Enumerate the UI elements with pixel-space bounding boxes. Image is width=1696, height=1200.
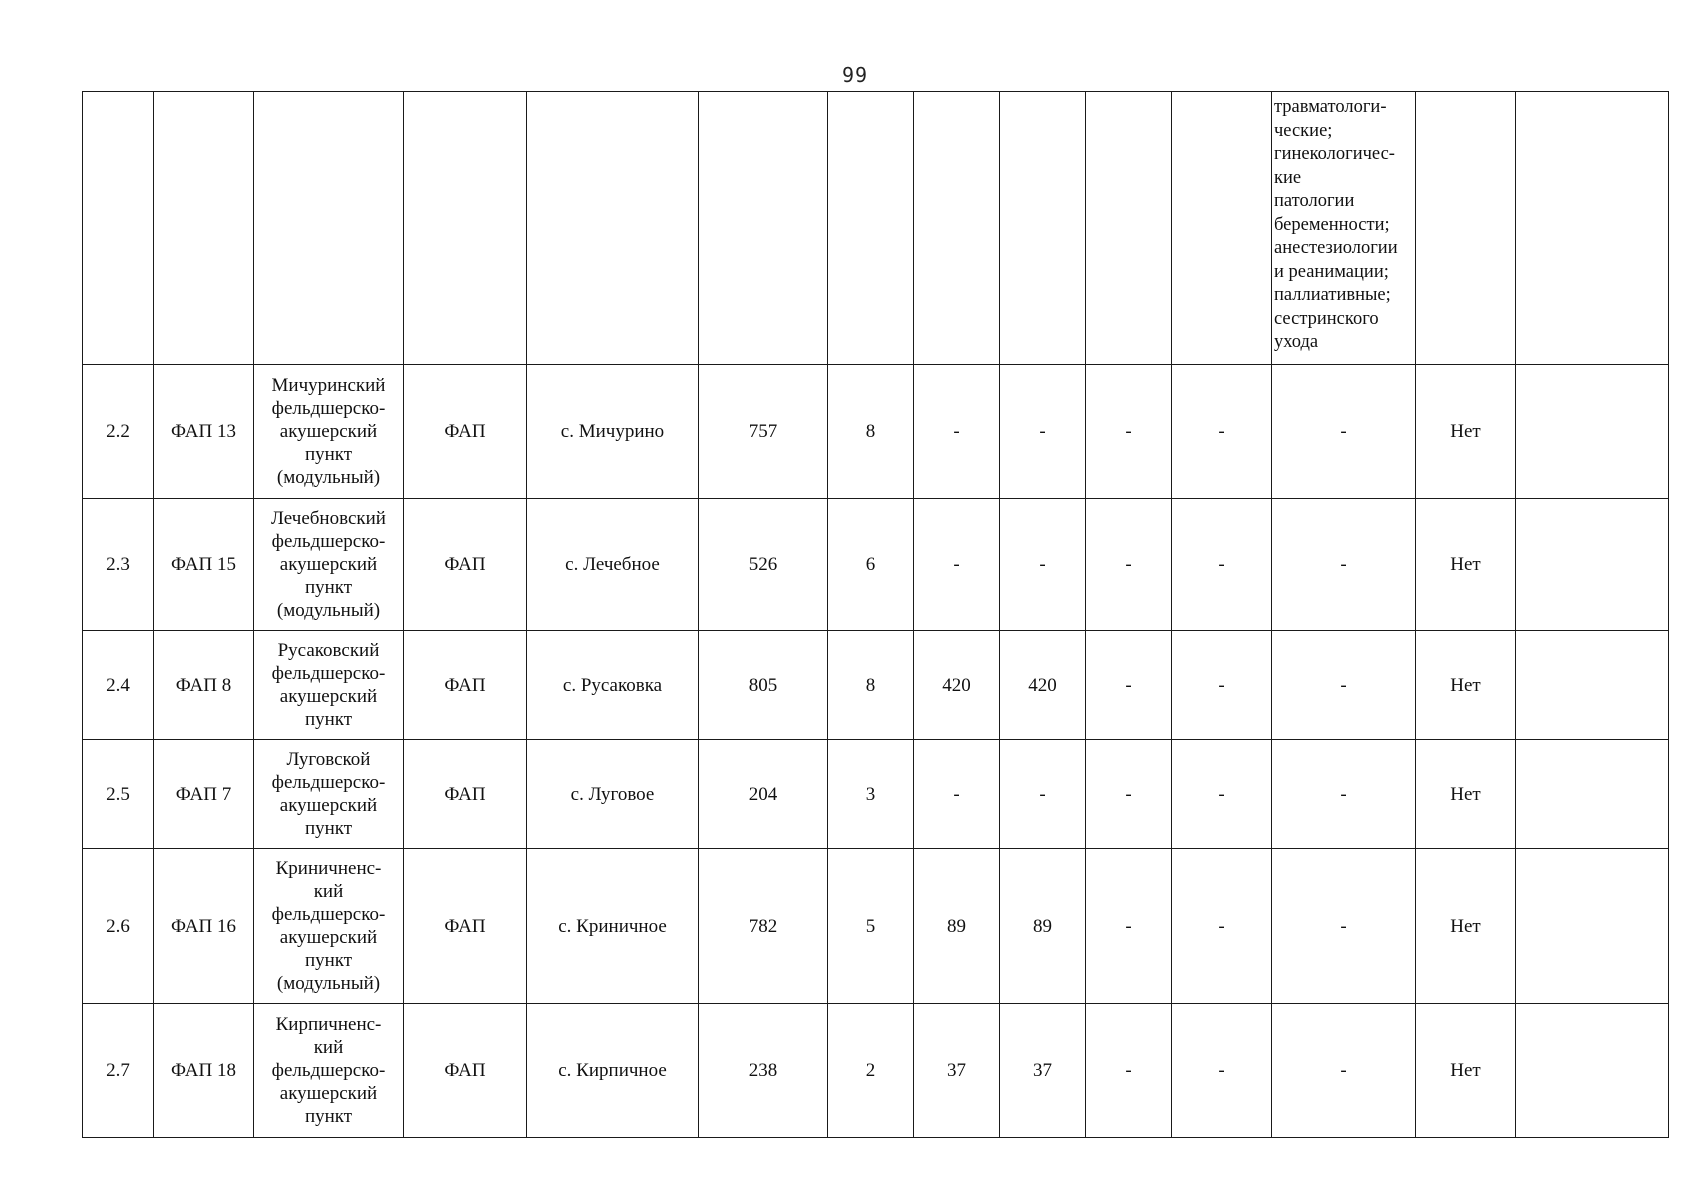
table-cell: - bbox=[1172, 740, 1272, 849]
facility-name-line: акушерский bbox=[279, 554, 378, 575]
table-cell: - bbox=[1272, 365, 1416, 499]
facility-name-line: Криничненс- bbox=[275, 858, 382, 879]
care-profile-cell bbox=[1272, 92, 1416, 365]
row-number: 2.6 bbox=[83, 849, 154, 1004]
table-cell bbox=[254, 92, 404, 365]
facility-location: с. Кирпичное bbox=[527, 1004, 699, 1138]
facility-location: с. Криничное bbox=[527, 849, 699, 1004]
facility-name-line: акушерский bbox=[279, 927, 378, 948]
continuation-row bbox=[83, 92, 1669, 365]
table-cell: - bbox=[1272, 631, 1416, 740]
table-cell: 3 bbox=[828, 740, 914, 849]
table-cell bbox=[83, 92, 154, 365]
facility-name-line: пункт bbox=[304, 818, 353, 839]
care-profile-line: и реанимации; bbox=[1274, 261, 1389, 282]
facility-name-line: фельдшерско- bbox=[271, 398, 386, 419]
table-cell: 8 bbox=[828, 365, 914, 499]
table-cell: - bbox=[1000, 740, 1086, 849]
facility-type: ФАП bbox=[404, 740, 527, 849]
facility-name-line: пункт bbox=[304, 950, 353, 971]
facility-code: ФАП 13 bbox=[154, 365, 254, 499]
facility-type: ФАП bbox=[404, 499, 527, 631]
facility-name-line: фельдшерско- bbox=[271, 1060, 386, 1081]
facility-name bbox=[254, 740, 404, 849]
facility-name-line: (модульный) bbox=[276, 973, 381, 994]
facility-type: ФАП bbox=[404, 365, 527, 499]
facility-name-line: Луговской bbox=[286, 749, 371, 770]
table-cell bbox=[828, 92, 914, 365]
table-cell: - bbox=[1086, 740, 1172, 849]
row-number: 2.4 bbox=[83, 631, 154, 740]
facility-name bbox=[254, 631, 404, 740]
table-cell: Нет bbox=[1416, 849, 1516, 1004]
care-profile-line: беременности; bbox=[1274, 214, 1390, 235]
care-profile-line: гинекологичес- bbox=[1274, 144, 1395, 164]
table-cell: Нет bbox=[1416, 740, 1516, 849]
row-number: 2.2 bbox=[83, 365, 154, 499]
table-cell: 526 bbox=[699, 499, 828, 631]
facility-name-line: кий bbox=[313, 881, 344, 902]
page-number: 99 bbox=[841, 63, 869, 87]
facilities-table bbox=[82, 91, 1669, 1138]
table-cell bbox=[1516, 1004, 1669, 1138]
facility-name bbox=[254, 365, 404, 499]
care-profile-line: сестринского bbox=[1274, 308, 1379, 329]
table-row bbox=[83, 499, 1669, 631]
care-profile-line: патологии bbox=[1274, 191, 1355, 211]
facility-code: ФАП 18 bbox=[154, 1004, 254, 1138]
table-cell: 89 bbox=[914, 849, 1000, 1004]
care-profile-line: паллиативные; bbox=[1274, 285, 1391, 305]
table-cell: - bbox=[1172, 1004, 1272, 1138]
facility-name-line: пункт bbox=[304, 577, 353, 598]
table-cell bbox=[914, 92, 1000, 365]
facility-name-line: Кирпичненс- bbox=[275, 1014, 382, 1035]
table-row bbox=[83, 740, 1669, 849]
table-row bbox=[83, 631, 1669, 740]
table-cell: 2 bbox=[828, 1004, 914, 1138]
care-profile-line: травматологи- bbox=[1274, 97, 1387, 117]
table-cell: - bbox=[1086, 1004, 1172, 1138]
table-cell: - bbox=[914, 365, 1000, 499]
facility-name-line: акушерский bbox=[279, 421, 378, 442]
table-cell: Нет bbox=[1416, 499, 1516, 631]
table-cell: - bbox=[1086, 631, 1172, 740]
facility-code: ФАП 7 bbox=[154, 740, 254, 849]
facility-location: с. Русаковка bbox=[527, 631, 699, 740]
table-cell: 204 bbox=[699, 740, 828, 849]
facility-name-line: пункт bbox=[304, 444, 353, 465]
table-cell: - bbox=[1272, 1004, 1416, 1138]
table-cell: - bbox=[1172, 365, 1272, 499]
table-cell: - bbox=[1086, 365, 1172, 499]
table-cell bbox=[1172, 92, 1272, 365]
care-profile-line: ческие; bbox=[1274, 120, 1333, 141]
table-cell bbox=[1516, 365, 1669, 499]
table-cell bbox=[699, 92, 828, 365]
table-cell: - bbox=[914, 740, 1000, 849]
table-cell bbox=[527, 92, 699, 365]
facility-name bbox=[254, 499, 404, 631]
row-number: 2.3 bbox=[83, 499, 154, 631]
facility-name bbox=[254, 1004, 404, 1138]
facility-type: ФАП bbox=[404, 631, 527, 740]
facility-name-line: кий bbox=[313, 1037, 344, 1058]
table-cell: - bbox=[1172, 499, 1272, 631]
table-cell: 89 bbox=[1000, 849, 1086, 1004]
row-number: 2.7 bbox=[83, 1004, 154, 1138]
facility-name-line: акушерский bbox=[279, 1083, 378, 1104]
facility-name-line: фельдшерско- bbox=[271, 531, 386, 552]
facility-name-line: пункт bbox=[304, 1106, 353, 1127]
table-cell: - bbox=[1272, 740, 1416, 849]
table-cell: 420 bbox=[914, 631, 1000, 740]
table-cell: 37 bbox=[1000, 1004, 1086, 1138]
facility-location: с. Мичурино bbox=[527, 365, 699, 499]
facility-name-line: фельдшерско- bbox=[271, 663, 386, 684]
table-cell: 238 bbox=[699, 1004, 828, 1138]
table-cell bbox=[1086, 92, 1172, 365]
facility-code: ФАП 8 bbox=[154, 631, 254, 740]
care-profile-line: ухода bbox=[1274, 332, 1319, 352]
care-profile-line: анестезиологии bbox=[1274, 238, 1398, 258]
facility-code: ФАП 16 bbox=[154, 849, 254, 1004]
facility-name-line: (модульный) bbox=[276, 600, 381, 621]
facility-location: с. Луговое bbox=[527, 740, 699, 849]
table-cell: - bbox=[1086, 849, 1172, 1004]
facility-name-line: акушерский bbox=[279, 686, 378, 707]
table-cell bbox=[404, 92, 527, 365]
table-cell: Нет bbox=[1416, 365, 1516, 499]
table-cell: - bbox=[914, 499, 1000, 631]
facility-name bbox=[254, 849, 404, 1004]
row-number: 2.5 bbox=[83, 740, 154, 849]
table-cell: - bbox=[1172, 631, 1272, 740]
table-cell: 757 bbox=[699, 365, 828, 499]
table-cell bbox=[1000, 92, 1086, 365]
table-cell bbox=[1516, 849, 1669, 1004]
table-cell: - bbox=[1000, 499, 1086, 631]
table-cell: 420 bbox=[1000, 631, 1086, 740]
facility-name-line: (модульный) bbox=[276, 467, 381, 488]
table-row bbox=[83, 1004, 1669, 1138]
table-cell: 805 bbox=[699, 631, 828, 740]
table-cell: - bbox=[1172, 849, 1272, 1004]
table-cell bbox=[1516, 499, 1669, 631]
facility-name-line: фельдшерско- bbox=[271, 904, 386, 925]
table-row bbox=[83, 365, 1669, 499]
table-cell: 6 bbox=[828, 499, 914, 631]
table-cell: Нет bbox=[1416, 1004, 1516, 1138]
table-cell: - bbox=[1086, 499, 1172, 631]
facility-type: ФАП bbox=[404, 849, 527, 1004]
table-cell: - bbox=[1000, 365, 1086, 499]
facility-name-line: фельдшерско- bbox=[271, 772, 386, 793]
facility-name-line: Мичуринский bbox=[271, 375, 386, 396]
care-profile-line: кие bbox=[1274, 167, 1302, 188]
table-cell: 37 bbox=[914, 1004, 1000, 1138]
table-cell: 782 bbox=[699, 849, 828, 1004]
table-cell bbox=[1516, 740, 1669, 849]
facility-name-line: пункт bbox=[304, 709, 353, 730]
table-row bbox=[83, 849, 1669, 1004]
table-cell: 5 bbox=[828, 849, 914, 1004]
table-cell bbox=[1516, 631, 1669, 740]
table-cell bbox=[1516, 92, 1669, 365]
table-cell: Нет bbox=[1416, 631, 1516, 740]
table-cell: - bbox=[1272, 849, 1416, 1004]
table-cell: - bbox=[1272, 499, 1416, 631]
facility-type: ФАП bbox=[404, 1004, 527, 1138]
table-cell: 8 bbox=[828, 631, 914, 740]
facility-name-line: Русаковский bbox=[277, 640, 380, 661]
facility-code: ФАП 15 bbox=[154, 499, 254, 631]
table-cell bbox=[154, 92, 254, 365]
facility-name-line: акушерский bbox=[279, 795, 378, 816]
facility-location: с. Лечебное bbox=[527, 499, 699, 631]
table-cell bbox=[1416, 92, 1516, 365]
facility-name-line: Лечебновский bbox=[271, 508, 386, 529]
